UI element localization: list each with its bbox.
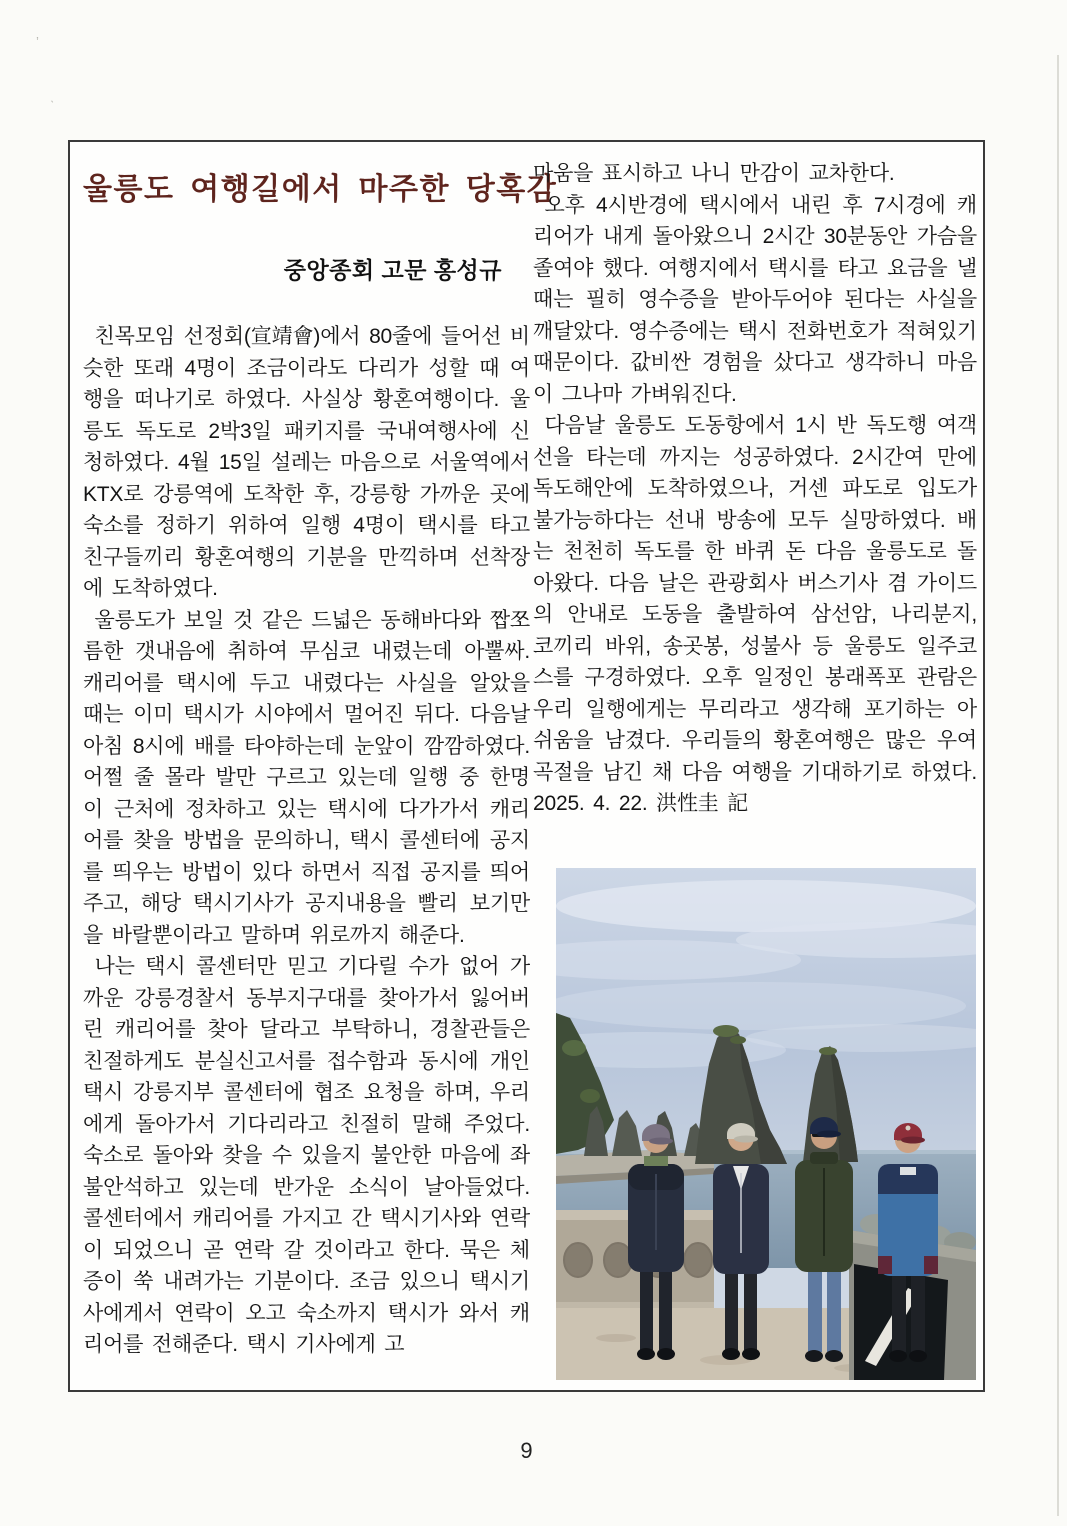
paragraph: 나는 택시 콜센터만 믿고 기다릴 수가 없어 가까운 강릉경찰서 동부지구대를 찾아가서 잃어버린 캐리어를 찾아 달라고 부탁하니, 경찰관들은 친절하게도 분실신고서를 접수함과 동시에 개인택시 강릉지부 콜센터에 협조 요청을 하며, 우리에게 돌아가서 기다리라고 친절히 말해 주었다. 숙소로 돌아와 찾을 수 있을지 불안한 마음에 좌불안석하고 있는데 반가운 소식이 날아들었다. 콜센터에서 캐리어를 가지고 간 택시기사와 연락이 되었으니 곧 연락 갈 것이라고 한다. 묵은 체증이 쑥 내려가는 기분이다. 조금 있으니 택시기사에게서 연락이 오고 숙소까지 택시가 와서 캐리어를 전해준다. 택시 기사에게 고	[83, 955, 530, 1356]
article-byline: 중앙종회 고문 홍성규	[283, 257, 502, 283]
article-column-right	[533, 158, 977, 820]
travel-photo	[556, 868, 976, 1380]
scan-edge-shadow	[1057, 55, 1059, 1516]
article-title: 울릉도 여행길에서 마주한 당혹감	[83, 173, 558, 206]
paragraph-continuation: 마움을 표시하고 나니 만감이 교차한다.	[533, 162, 895, 185]
paragraph: 친목모임 선정회(宣靖會)에서 80줄에 들어선 비슷한 또래 4명이 조금이라도 다리가 성할 때 여행을 떠나기로 하였다. 사실상 황혼여행이다. 울릉도 독도로 2박3일 패키지를 국내여행사에 신청하였다. 4월 15일 설레는 마음으로 서울역에서 KTX로 강릉역에 도착한 후, 강릉항 가까운 곳에 숙소를 정하기 위하여 일행 4명이 택시를 타고 친구들끼리 황혼여행의 기분을 만끽하며 선착장에 도착하였다.	[83, 325, 530, 600]
scan-artifact: ’	[36, 34, 39, 49]
article-column-left	[83, 142, 558, 1361]
article-body-left	[83, 321, 530, 1361]
article-box	[68, 140, 985, 1392]
scan-artifact: ˋ	[50, 98, 55, 113]
paragraph: 울릉도가 보일 것 같은 드넓은 동해바다와 짭쪼름한 갯내음에 취하여 무심코 내렸는데 아뿔싸. 캐리어를 택시에 두고 내렸다는 사실을 알았을 때는 이미 택시가 시야에서 멀어진 뒤다. 다음날 아침 8시에 배를 타야하는데 눈앞이 깜깜하였다. 어쩔 줄 몰라 발만 구르고 있는데 일행 중 한명이 근처에 정차하고 있는 택시에 다가가서 캐리어를 찾을 방법을 문의하니, 택시 콜센터에 공지를 띄우는 방법이 있다 하면서 직접 공지를 띄어주고, 해당 택시기사가 공지내용을 빨리 보기만을 바랄뿐이라고 말하며 위로까지 해준다.	[83, 608, 530, 947]
paragraph: 다음날 울릉도 도동항에서 1시 반 독도행 여객선을 타는데 까지는 성공하였다. 2시간여 만에 독도해안에 도착하였으나, 거센 파도로 입도가 불가능하다는 선내 방송에 모두 실망하였다. 배는 천천히 독도를 한 바퀴 돈 다음 울릉도로 돌아왔다. 다음 날은 관광회사 버스기사 겸 가이드의 안내로 도동을 출발하여 삼선암, 나리분지, 코끼리 바위, 송곳봉, 성불사 등 울릉도 일주코스를 구경하였다. 오후 일정인 봉래폭포 관람은 우리 일행에게는 무리라고 생각해 포기하는 아쉬움을 남겼다. 우리들의 황혼여행은 많은 우여곡절을 남긴 채 다음 여행을 기대하기로 하였다. 2025. 4. 22. 洪性圭 記	[533, 414, 977, 815]
paragraph: 오후 4시반경에 택시에서 내린 후 7시경에 캐리어가 내게 돌아왔으니 2시간 30분동안 가슴을 졸여야 했다. 여행지에서 택시를 타고 요금을 낼 때는 필히 영수증을 받아두어야 된다는 사실을 깨달았다. 영수증에는 택시 전화번호가 적혀있기 때문이다. 값비싼 경험을 샀다고 생각하니 마음이 그나마 가벼워진다.	[533, 193, 977, 406]
page-number: 9	[520, 1438, 533, 1463]
